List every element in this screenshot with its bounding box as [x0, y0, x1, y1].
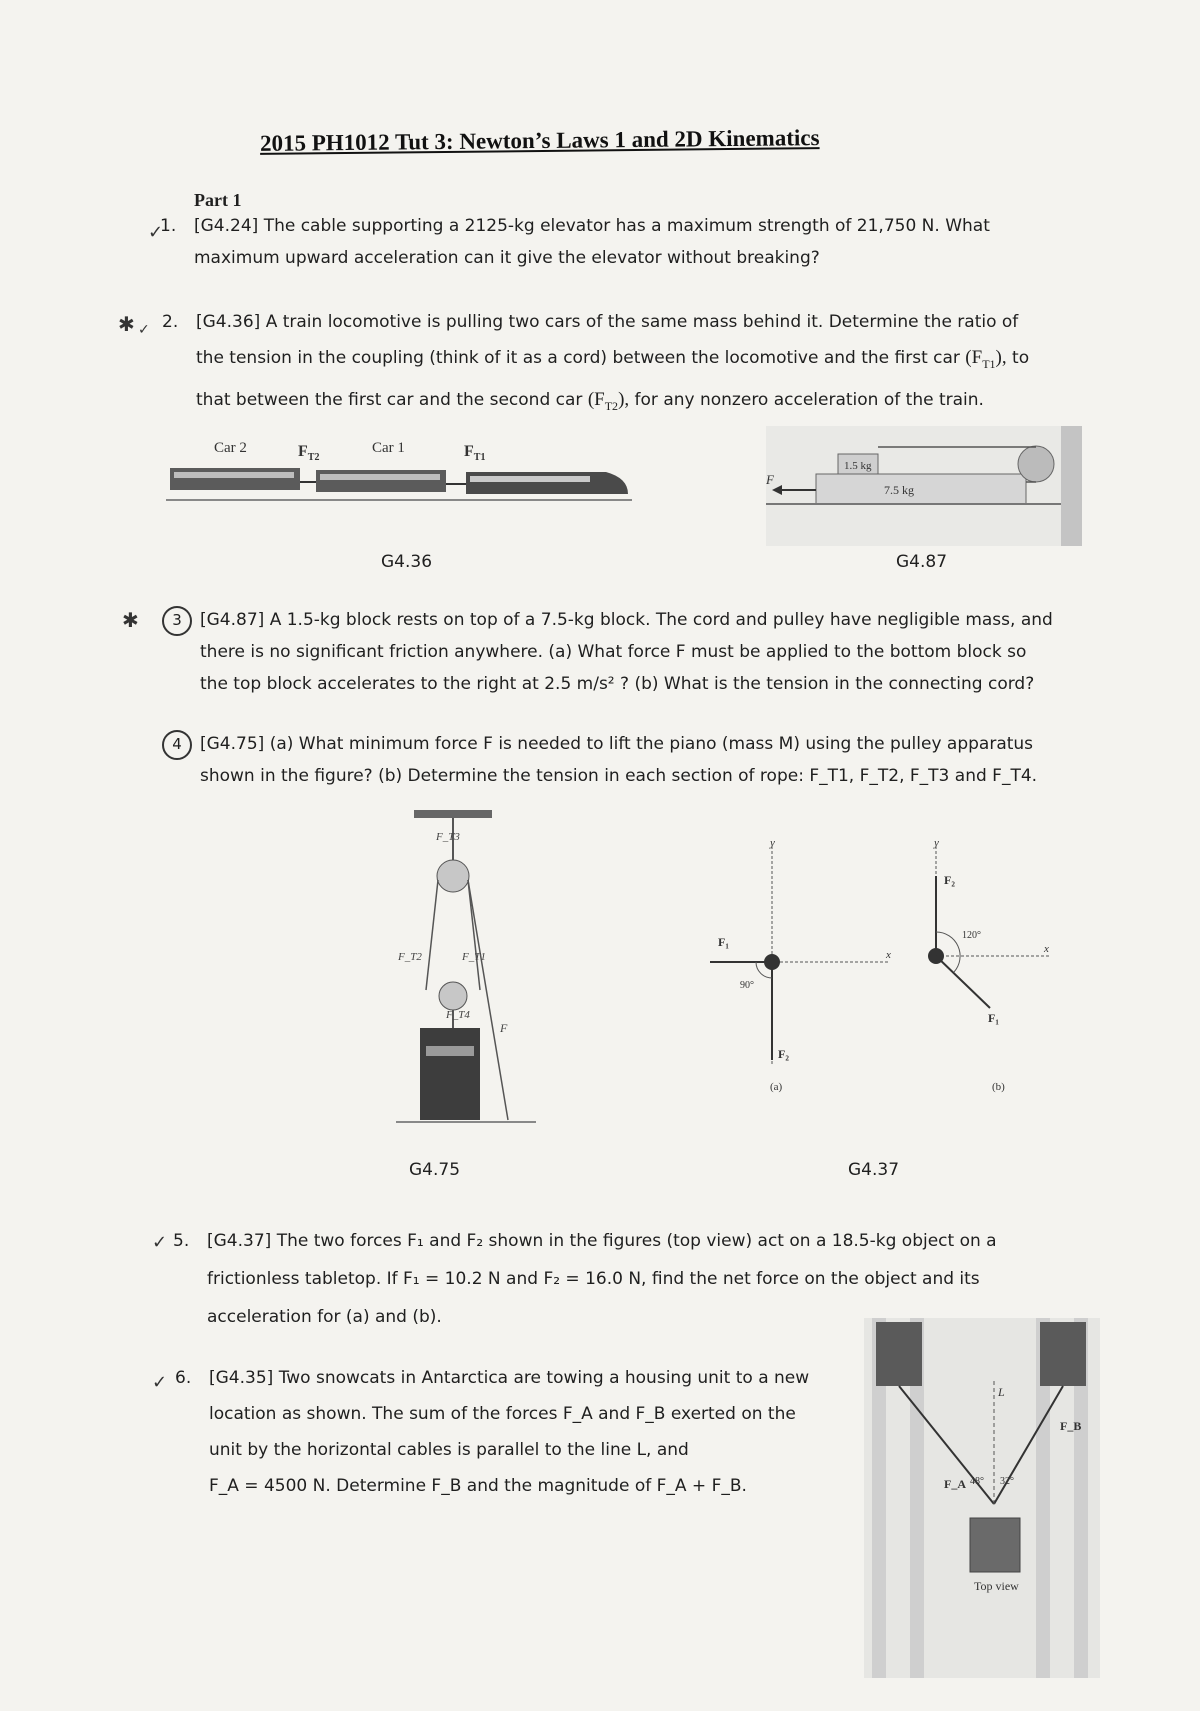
y-label-b: y	[934, 837, 939, 849]
text-segment: that between the first car and the second car	[196, 389, 583, 410]
question-4	[172, 728, 1100, 792]
pulley	[1018, 446, 1054, 482]
x-label-a: x	[886, 949, 891, 961]
text-segment: the tension in the coupling (think of it as a cord) between the locomotive and the first car	[196, 348, 960, 368]
line-L-label: L	[998, 1385, 1005, 1399]
figure-label-g487: G4.87	[896, 552, 948, 572]
ft4-label: F_T4	[446, 1009, 470, 1021]
snowcat-a	[876, 1322, 922, 1386]
ft1-label	[464, 443, 485, 463]
train-car-2	[170, 468, 300, 490]
wall	[1061, 426, 1082, 546]
figure-label-g437: G4.37	[848, 1160, 900, 1180]
ft2-label	[298, 443, 319, 463]
force-label: F	[766, 472, 774, 487]
subscript: T1	[473, 452, 486, 463]
x-label-b: x	[1044, 943, 1049, 955]
question-number: 6.	[175, 1368, 192, 1388]
symbol-subscript: T2	[604, 398, 619, 413]
question-number: 1.	[160, 216, 177, 236]
question-6	[175, 1360, 849, 1504]
bottom-mass-label: 7.5 kg	[884, 483, 914, 497]
text-segment: to	[1012, 348, 1030, 368]
handwritten-check-mark: ✓	[148, 222, 164, 243]
tension-symbol-ft2	[587, 388, 630, 413]
top-mass-label: 1.5 kg	[844, 460, 872, 472]
tension-symbol-ft1	[965, 347, 1007, 371]
housing-unit	[970, 1518, 1020, 1572]
question-text-line: frictionless tabletop. If F₁ = 10.2 N and F₂ = 16.0 N, find the net force on the object and its	[207, 1269, 980, 1289]
question-text-line: [G4.36] A train locomotive is pulling two cars of the same mass behind it. Determine the ratio of	[196, 312, 1019, 332]
symbol-close: ),	[618, 388, 630, 410]
train-locomotive	[466, 472, 628, 494]
question-text-line: [G4.37] The two forces F₁ and F₂ shown in the figures (top view) act on a 18.5-kg object on a	[207, 1231, 997, 1251]
question-1	[160, 210, 1094, 274]
question-text-line	[196, 382, 1096, 424]
figure-label-g436: G4.36	[381, 552, 433, 572]
figure-g436-train	[166, 430, 636, 520]
force-label: F	[500, 1021, 508, 1035]
question-text-line: the top block accelerates to the right at 2.5 m/s² ? (b) What is the tension in the connecting cord?	[200, 674, 1035, 694]
symbol-close: ),	[995, 347, 1007, 368]
top-view-label: Top view	[974, 1579, 1019, 1593]
question-number: 2.	[162, 312, 179, 332]
ft2-label: F_T2	[398, 951, 422, 963]
piano	[420, 1028, 480, 1120]
car-window-strip	[320, 474, 440, 480]
car-2-label: Car 2	[214, 440, 247, 456]
question-text-line: maximum upward acceleration can it give the elevator without breaking?	[194, 248, 820, 268]
rope-ft2	[426, 880, 438, 990]
f1-label-a: F₁	[718, 935, 729, 949]
handwritten-check-mark: ✓	[138, 322, 150, 338]
f1-label-b: F₁	[988, 1011, 999, 1025]
question-number-circled: 4	[162, 730, 192, 760]
upper-pulley	[437, 860, 469, 892]
car-1-label: Car 1	[372, 440, 405, 456]
symbol: F	[298, 443, 308, 460]
question-3	[172, 604, 1100, 700]
fa-label: F_A	[944, 1477, 966, 1491]
question-text-line: F_A = 4500 N. Determine F_B and the magnitude of F_A + F_B.	[209, 1476, 747, 1496]
lower-pulley	[439, 982, 467, 1010]
f2-label-a: F₂	[778, 1047, 789, 1061]
subfigure-label-a: (a)	[770, 1081, 783, 1093]
symbol: F	[464, 443, 474, 460]
question-text-line: shown in the figure? (b) Determine the tension in each section of rope: F_T1, F_T2, F_T3 and F_T4.	[200, 766, 1038, 786]
handwritten-star-mark: ✱	[122, 608, 139, 632]
handwritten-star-mark: ✱	[118, 312, 135, 336]
rope-ft1	[468, 880, 480, 990]
symbol-subscript: T1	[982, 356, 996, 371]
angle-b-label: 32°	[1000, 1476, 1014, 1487]
document-title: 2015 PH1012 Tut 3: Newton’s Laws 1 and 2D Kinematics	[259, 125, 820, 156]
figure-g487-blocks	[766, 426, 1082, 546]
question-text-line: unit by the horizontal cables is parallel to the line L, and	[209, 1440, 689, 1460]
piano-keys	[426, 1046, 474, 1056]
handwritten-check-mark: ✓	[152, 1232, 168, 1253]
text-segment: for any nonzero acceleration of the train.	[634, 389, 984, 410]
f2-label-b: F₂	[944, 873, 955, 887]
symbol-open: (F	[587, 388, 605, 410]
handwritten-check-mark: ✓	[152, 1372, 168, 1393]
angle-label-a: 90°	[740, 980, 754, 991]
question-text-line: there is no significant friction anywhere. (a) What force F must be applied to the bottom block so	[200, 642, 1027, 662]
question-2	[162, 304, 1096, 424]
figure-g475-pulley	[396, 800, 536, 1136]
ceiling-beam	[414, 810, 492, 818]
bottom-block	[816, 474, 1026, 504]
locomotive-window-strip	[470, 476, 590, 482]
question-text-line: [G4.87] A 1.5-kg block rests on top of a 7.5-kg block. The cord and pulley have negligible mass, and	[200, 610, 1053, 630]
question-text-line: location as shown. The sum of the forces F_A and F_B exerted on the	[209, 1404, 796, 1424]
symbol-open: (F	[965, 347, 983, 368]
train-car-1	[316, 470, 446, 492]
ft1-label: F_T1	[462, 951, 486, 963]
question-number-circled: 3	[162, 606, 192, 636]
question-number: 5.	[173, 1231, 190, 1251]
fb-label: F_B	[1060, 1419, 1082, 1433]
angle-a-label: 48°	[970, 1476, 984, 1487]
snowcat-b	[1040, 1322, 1086, 1386]
figure-g437-forces	[700, 836, 1070, 1096]
ft3-label: F_T3	[436, 831, 460, 843]
part-label: Part 1	[194, 190, 242, 210]
car-window-strip	[174, 472, 294, 478]
question-text-line: [G4.24] The cable supporting a 2125-kg elevator has a maximum strength of 21,750 N. What	[194, 216, 990, 236]
question-text-line: [G4.35] Two snowcats in Antarctica are towing a housing unit to a new	[209, 1368, 810, 1388]
question-text-line: acceleration for (a) and (b).	[207, 1307, 442, 1327]
subfigure-label-b: (b)	[992, 1081, 1005, 1093]
question-text-line: [G4.75] (a) What minimum force F is needed to lift the piano (mass M) using the pulley apparatus	[200, 734, 1034, 754]
figure-label-g475: G4.75	[409, 1160, 461, 1180]
subscript: T2	[307, 452, 320, 463]
y-label-a: y	[770, 837, 775, 849]
angle-label-b: 120°	[962, 930, 981, 941]
question-text-line	[196, 340, 1096, 382]
figure-g435-snowcats	[864, 1318, 1100, 1678]
f1-vector-b	[936, 956, 990, 1008]
